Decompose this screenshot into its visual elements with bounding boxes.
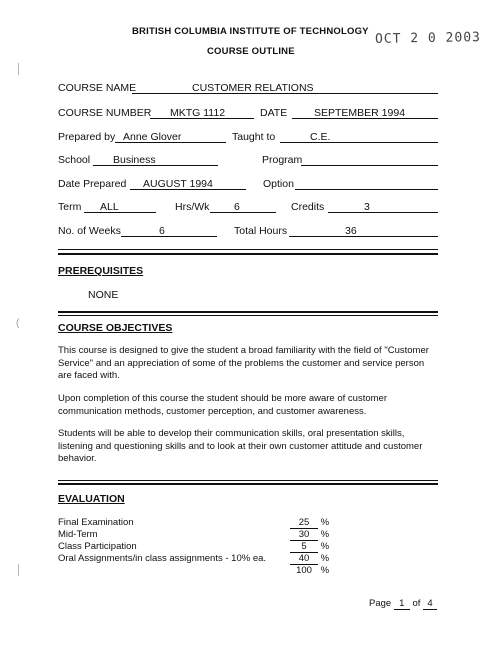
page-number: 1 bbox=[394, 598, 410, 610]
received-date-stamp: OCT 2 0 2003 bbox=[374, 30, 482, 47]
hrs-wk-value: 6 bbox=[234, 201, 240, 213]
percent-sign: % bbox=[320, 541, 330, 552]
prerequisites-heading: PREREQUISITES bbox=[58, 265, 144, 277]
option-label: Option bbox=[263, 178, 294, 190]
date-prepared-label: Date Prepared bbox=[58, 178, 127, 190]
prepared-by-value: Anne Glover bbox=[123, 131, 182, 143]
total-hours-label: Total Hours bbox=[234, 225, 288, 237]
course-number-value: MKTG 1112 bbox=[170, 107, 226, 119]
total-hours-value: 36 bbox=[345, 225, 357, 237]
page-indicator bbox=[369, 598, 437, 610]
percent-sign: % bbox=[320, 565, 330, 576]
divider bbox=[58, 253, 438, 255]
divider bbox=[58, 311, 438, 313]
course-number-field bbox=[150, 106, 254, 119]
divider bbox=[58, 249, 438, 250]
term-field bbox=[84, 200, 156, 213]
eval-item-percent bbox=[290, 553, 329, 565]
page-label: Page bbox=[369, 598, 392, 609]
term-label: Term bbox=[58, 201, 82, 213]
percent-sign: % bbox=[320, 529, 330, 540]
divider bbox=[58, 315, 438, 316]
eval-item-label: Oral Assignments/in class assignments - 10% ea. bbox=[58, 553, 267, 564]
percent-sign: % bbox=[320, 517, 330, 528]
credits-value: 3 bbox=[364, 201, 370, 213]
course-number-label: COURSE NUMBER bbox=[58, 107, 152, 119]
credits-label: Credits bbox=[291, 201, 325, 213]
prepared-by-label: Prepared by bbox=[58, 131, 116, 143]
date-value: SEPTEMBER 1994 bbox=[314, 107, 406, 119]
course-name-label: COURSE NAME bbox=[58, 82, 137, 94]
eval-item-value: 5 bbox=[290, 541, 318, 553]
course-objectives-heading: COURSE OBJECTIVES bbox=[58, 322, 173, 334]
prerequisites-value: NONE bbox=[88, 289, 119, 301]
divider bbox=[58, 483, 438, 485]
course-name-value: CUSTOMER RELATIONS bbox=[192, 82, 314, 94]
objectives-paragraph-1: This course is designed to give the student a broad familiarity with the field of "Customer Service" and an appreciation of some of the problems the customer and service person are faced with. bbox=[58, 345, 429, 381]
scan-mark: │ bbox=[16, 565, 23, 576]
taught-to-field bbox=[280, 130, 438, 143]
objectives-paragraph-3: Students will be able to develop their communication skills, oral presentation skills, listening and questioning skills and to look at their own customer attitude and customer behavior. bbox=[58, 428, 423, 464]
eval-item-label: Mid-Term bbox=[58, 529, 98, 540]
taught-to-value: C.E. bbox=[310, 131, 331, 143]
weeks-value: 6 bbox=[159, 225, 165, 237]
total-hours-field bbox=[289, 224, 438, 237]
document-title: COURSE OUTLINE bbox=[207, 46, 295, 57]
eval-item-label: Final Examination bbox=[58, 517, 134, 528]
program-label: Program bbox=[262, 154, 303, 166]
eval-item-value: 40 bbox=[290, 553, 318, 565]
course-name-field bbox=[132, 81, 438, 94]
scan-mark: │ bbox=[16, 64, 23, 75]
taught-to-label: Taught to bbox=[232, 131, 276, 143]
divider bbox=[58, 480, 438, 481]
weeks-label: No. of Weeks bbox=[58, 225, 121, 237]
hrs-wk-label: Hrs/Wk bbox=[175, 201, 210, 213]
date-label: DATE bbox=[260, 107, 288, 119]
program-field bbox=[301, 153, 438, 166]
eval-item-percent bbox=[290, 541, 329, 553]
eval-item-percent bbox=[290, 517, 329, 529]
eval-total-value: 100 bbox=[296, 565, 312, 576]
percent-sign: % bbox=[320, 553, 330, 564]
credits-field bbox=[328, 200, 438, 213]
date-field bbox=[292, 106, 438, 119]
evaluation-heading: EVALUATION bbox=[58, 493, 125, 505]
date-prepared-field bbox=[130, 177, 246, 190]
school-label: School bbox=[58, 154, 91, 166]
objectives-paragraph-2: Upon completion of this course the student should be more aware of customer communication methods, customer perception, and customer awareness. bbox=[58, 393, 387, 417]
eval-item-percent bbox=[290, 529, 329, 541]
eval-item-label: Class Participation bbox=[58, 541, 137, 552]
weeks-field bbox=[121, 224, 217, 237]
eval-item-value: 25 bbox=[290, 517, 318, 529]
hrs-wk-field bbox=[210, 200, 276, 213]
school-field bbox=[93, 153, 218, 166]
of-label: of bbox=[412, 598, 421, 609]
scan-mark: ( bbox=[16, 318, 20, 329]
prepared-by-field bbox=[115, 130, 226, 143]
page-total: 4 bbox=[423, 598, 437, 610]
school-value: Business bbox=[113, 154, 156, 166]
eval-item-value: 30 bbox=[290, 529, 318, 541]
date-prepared-value: AUGUST 1994 bbox=[143, 178, 213, 190]
institute-name: BRITISH COLUMBIA INSTITUTE OF TECHNOLOGY bbox=[132, 26, 369, 37]
eval-total bbox=[290, 565, 329, 576]
term-value: ALL bbox=[100, 201, 119, 213]
option-field bbox=[295, 177, 438, 190]
